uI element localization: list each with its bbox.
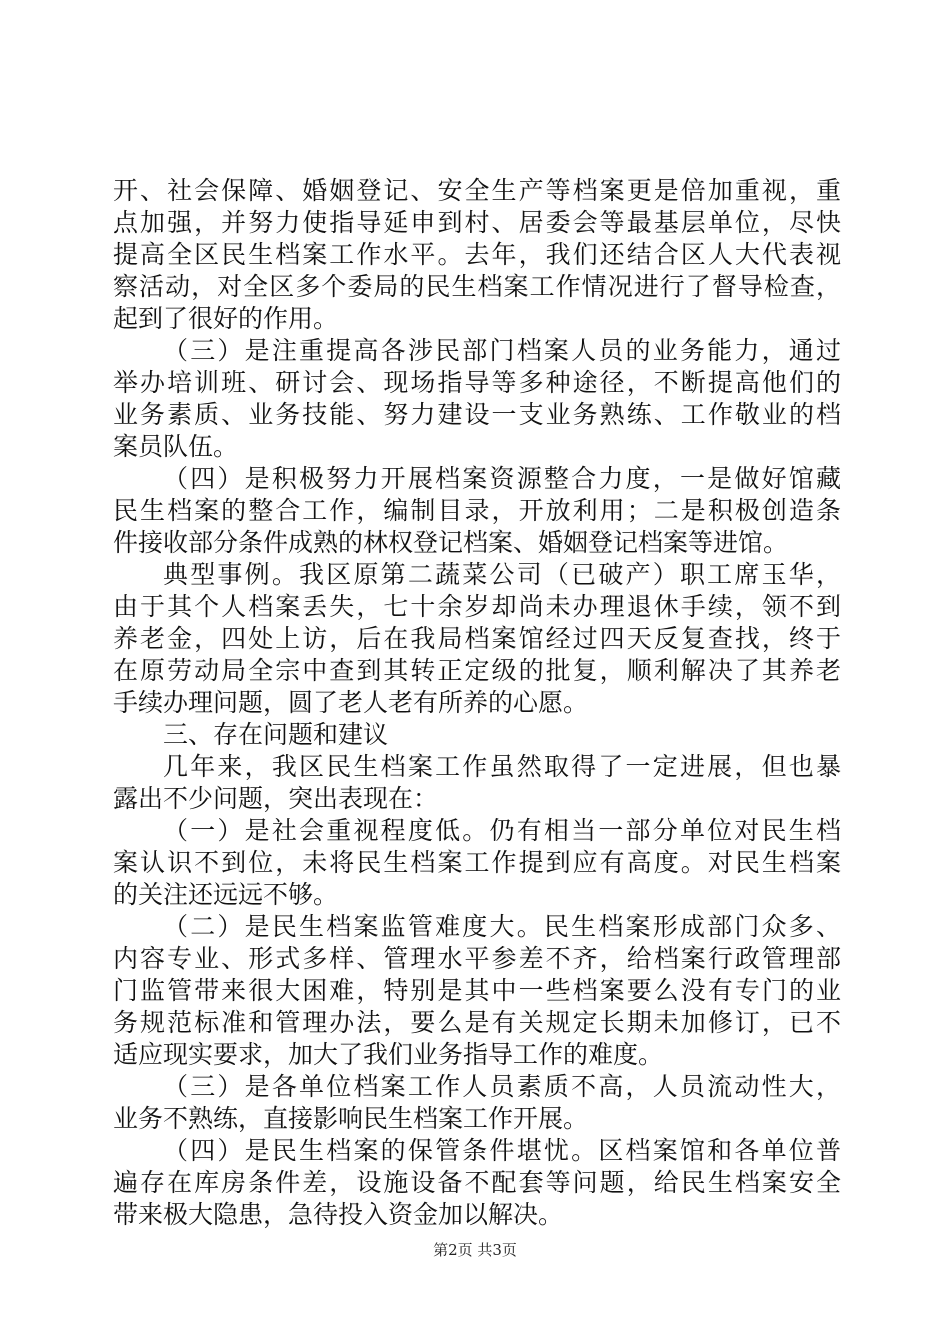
text-line: 带来极大隐患，急待投入资金加以解决。 bbox=[113, 1200, 564, 1229]
text-line: 案认识不到位，未将民生档案工作提到应有高度。对民生档案 bbox=[113, 848, 841, 877]
text-line: 手续办理问题，圆了老人老有所养的心愿。 bbox=[113, 688, 589, 717]
text-line: （四）是积极努力开展档案资源整合力度，一是做好馆藏 bbox=[163, 464, 841, 493]
paragraph-integration bbox=[113, 463, 841, 559]
text-line: 适应现实要求，加大了我们业务指导工作的难度。 bbox=[113, 1040, 664, 1069]
paragraph-issue-1 bbox=[113, 815, 841, 911]
text-line: 业务不熟练，直接影响民生档案工作开展。 bbox=[113, 1104, 589, 1133]
text-line: 件接收部分条件成熟的林权登记档案、婚姻登记档案等进馆。 bbox=[113, 528, 789, 557]
text-line: 几年来，我区民生档案工作虽然取得了一定进展，但也暴 bbox=[163, 752, 841, 781]
heading-text: 三、存在问题和建议 bbox=[163, 720, 389, 749]
paragraph-continuation bbox=[113, 175, 841, 335]
section-heading bbox=[113, 719, 841, 751]
text-line: 露出不少问题，突出表现在： bbox=[113, 784, 439, 813]
text-line: 点加强，并努力使指导延申到村、居委会等最基层单位，尽快 bbox=[113, 208, 841, 237]
text-line: 的关注还远远不够。 bbox=[113, 880, 339, 909]
text-line: 典型事例。我区原第二蔬菜公司（已破产）职工席玉华， bbox=[163, 560, 841, 589]
text-line: （三）是注重提高各涉民部门档案人员的业务能力，通过 bbox=[163, 336, 841, 365]
text-line: 提高全区民生档案工作水平。去年，我们还结合区人大代表视 bbox=[113, 240, 841, 269]
text-line: 务规范标准和管理办法，要么是有关规定长期未加修订，已不 bbox=[113, 1008, 841, 1037]
paragraph-intro bbox=[113, 751, 841, 815]
paragraph-typical-case bbox=[113, 559, 841, 719]
text-line: 业务素质、业务技能、努力建设一支业务熟练、工作敬业的档 bbox=[113, 400, 841, 429]
text-line: 门监管带来很大困难，特别是其中一些档案要么没有专门的业 bbox=[113, 976, 841, 1005]
paragraph-issue-3 bbox=[113, 1071, 841, 1135]
text-line: 遍存在库房条件差，设施设备不配套等问题，给民生档案安全 bbox=[113, 1168, 841, 1197]
text-line: 举办培训班、研讨会、现场指导等多种途径，不断提高他们的 bbox=[113, 368, 841, 397]
text-line: （四）是民生档案的保管条件堪忧。区档案馆和各单位普 bbox=[163, 1136, 841, 1165]
text-line: 民生档案的整合工作，编制目录，开放利用；二是积极创造条 bbox=[113, 496, 841, 525]
text-line: 案员队伍。 bbox=[113, 432, 239, 461]
text-line: 在原劳动局全宗中查到其转正定级的批复，顺利解决了其养老 bbox=[113, 656, 841, 685]
text-line: 察活动，对全区多个委局的民生档案工作情况进行了督导检查， bbox=[113, 272, 841, 301]
text-line: 起到了很好的作用。 bbox=[113, 304, 339, 333]
text-line: 内容专业、形式多样、管理水平参差不齐，给档案行政管理部 bbox=[113, 944, 841, 973]
text-line: （三）是各单位档案工作人员素质不高，人员流动性大， bbox=[163, 1072, 841, 1101]
text-line: （二）是民生档案监管难度大。民生档案形成部门众多、 bbox=[163, 912, 841, 941]
paragraph-issue-2 bbox=[113, 911, 841, 1071]
text-line: 由于其个人档案丢失，七十余岁却尚未办理退休手续，领不到 bbox=[113, 592, 841, 621]
paragraph-issue-4 bbox=[113, 1135, 841, 1231]
text-line: 开、社会保障、婚姻登记、安全生产等档案更是倍加重视，重 bbox=[113, 176, 841, 205]
document-body bbox=[113, 175, 841, 1231]
page-number-footer: 第2页 共3页 bbox=[433, 1241, 517, 1259]
text-line: 养老金，四处上访，后在我局档案馆经过四天反复查找，终于 bbox=[113, 624, 841, 653]
text-line: （一）是社会重视程度低。仍有相当一部分单位对民生档 bbox=[163, 816, 841, 845]
paragraph-training bbox=[113, 335, 841, 463]
